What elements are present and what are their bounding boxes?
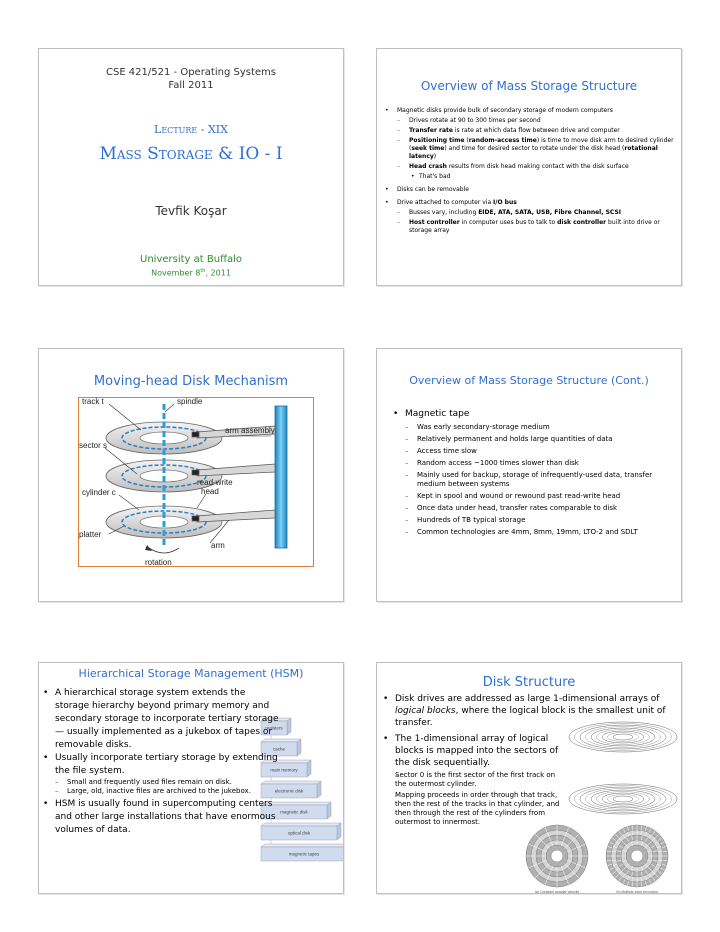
bullet: • Disks can be removable xyxy=(385,186,677,194)
hierarchy-label: electronic disk xyxy=(274,788,304,794)
disk-track-ellipses xyxy=(567,707,679,819)
sub-bullet: – Once data under head, transfer rates comparable to disk xyxy=(393,504,673,513)
date-year: , 2011 xyxy=(205,268,231,278)
slide-hsm xyxy=(38,662,344,894)
sub-bullet: – Hundreds of TB typical storage xyxy=(393,516,673,525)
sub-bullet: – Host controller in computer uses bus to talk to disk controller built into drive or storage array xyxy=(385,219,677,235)
sub-bullet: – Busses vary, including EIDE, ATA, SATA, USB, Fibre Channel, SCSI xyxy=(385,209,677,217)
sub-bullet: – Mainly used for backup, storage of infrequently-used data, transfer medium between systems xyxy=(393,471,673,489)
hierarchy-label: magnetic disk xyxy=(280,809,308,815)
disk-diagram-frame xyxy=(78,397,314,567)
disk-multi-zone xyxy=(606,825,668,887)
sub-bullet: – Sector 0 is the first sector of the first track on the outermost cylinder. xyxy=(383,771,565,789)
sub-bullet: – Positioning time (random-access time) is time to move disk arm to desired cylinder (seek time) and time for desired sector to rotate under the disk head (rotational latency) xyxy=(385,137,677,161)
arm-assembly-post xyxy=(275,406,287,548)
sub-bullet: – Mapping proceeds in order through that track, then the rest of the tracks in that cylinder, and then through the rest of the cylinders from outermost to innermost. xyxy=(383,791,565,827)
sub-bullet: – Large, old, inactive files are archived to the jukebox. xyxy=(43,787,279,796)
author-name: Tevfik Koşar xyxy=(155,204,227,218)
slide-title-text: Moving-head Disk Mechanism xyxy=(93,374,289,389)
label-rotation: rotation xyxy=(145,558,172,566)
disk-mechanism-diagram xyxy=(79,398,313,566)
bullet-list xyxy=(393,409,673,540)
lecture-date xyxy=(39,268,343,278)
bullet: • Usually incorporate tertiary storage by extending the file system. xyxy=(43,752,279,778)
sub-bullet: – Drives rotate at 90 to 300 times per second xyxy=(385,117,677,125)
sub-bullet: – Random access ~1000 times slower than disk xyxy=(393,459,673,468)
hierarchy-label: registers xyxy=(265,725,283,731)
label-rw-head-2: head xyxy=(201,487,219,496)
slide-overview-cont xyxy=(376,348,682,602)
label-rw-head-1: read-write xyxy=(197,478,233,487)
sub-sub-bullet: • That's bad xyxy=(385,173,677,181)
slide-title-text: Disk Structure xyxy=(482,675,576,690)
bullet: • The 1-dimensional array of logical blocks is mapped into the sectors of the disk sequentially. xyxy=(383,733,565,769)
bullet-list xyxy=(43,687,279,837)
bullet: • A hierarchical storage system extends the storage hierarchy beyond primary memory and secondary storage to incorporate tertiary storage — usually implemented as a jukebox of tapes or removable disks. xyxy=(43,687,279,752)
bullet: • Disk drives are addressed as large 1-dimensional arrays of logical blocks, where the logical block is the smallest unit of transfer. xyxy=(383,693,673,729)
university-name: University at Buffalo xyxy=(140,254,242,265)
hierarchy-label: optical disk xyxy=(287,830,311,836)
label-cylinder: cylinder c xyxy=(82,488,116,497)
hierarchy-label: cache xyxy=(272,746,286,752)
slide-title-text: Overview of Mass Storage Structure (Cont.) xyxy=(409,374,649,387)
rotation-arrow-icon xyxy=(149,548,179,553)
sub-bullet: – Relatively permanent and holds large quantities of data xyxy=(393,435,673,444)
disk-recording-diagrams xyxy=(519,823,679,894)
slide-title xyxy=(38,48,344,286)
disk-constant-angular xyxy=(526,825,588,887)
sub-bullet: – Small and frequently used files remain on disk. xyxy=(43,778,279,787)
slide-title-text: Hierarchical Storage Management (HSM) xyxy=(78,667,304,680)
slide-disk-mechanism xyxy=(38,348,344,602)
hierarchy-label: main memory xyxy=(270,767,298,773)
hierarchy-label: magnetic tapes xyxy=(288,851,320,857)
label-arm-assembly: arm assembly xyxy=(225,426,275,435)
slide-disk-structure xyxy=(376,662,682,894)
label-platter: platter xyxy=(79,530,102,539)
caption-mzr: (b) Multiple zone recording xyxy=(616,890,658,894)
bullet-list xyxy=(383,733,565,827)
track-ellipse-group xyxy=(569,722,677,752)
sub-bullet: – Transfer rate is rate at which data flow between drive and computer xyxy=(385,127,677,135)
lecture-title: Mass Storage & IO - I xyxy=(99,144,283,164)
slide-overview xyxy=(376,48,682,286)
course-name: CSE 421/521 - Operating Systems xyxy=(105,67,276,78)
lecture-number: Lecture - XIX xyxy=(154,123,228,136)
label-spindle: spindle xyxy=(177,398,203,406)
sub-bullet: – Head crash results from disk head making contact with the disk surface xyxy=(385,163,677,171)
bullet: • HSM is usually found in supercomputing centers and other large installations that have enormous volumes of data. xyxy=(43,798,279,837)
sub-bullet: – Common technologies are 4mm, 8mm, 19mm, LTO-2 and SDLT xyxy=(393,528,673,537)
hierarchy-level xyxy=(261,844,344,861)
slide-title-text: Overview of Mass Storage Structure xyxy=(420,79,638,93)
course-term: Fall 2011 xyxy=(168,80,214,91)
track-ellipse-group xyxy=(569,784,677,814)
date-sup: th xyxy=(200,268,206,274)
caption-cav: (a) Constant angular velocity xyxy=(534,890,580,894)
bullet: • Magnetic disks provide bulk of secondary storage of modern computers xyxy=(385,107,677,115)
sub-bullet: – Access time slow xyxy=(393,447,673,456)
date-main: November 8 xyxy=(151,268,201,278)
bullet: • Drive attached to computer via I/O bus xyxy=(385,199,677,207)
sub-bullet: – Was early secondary-storage medium xyxy=(393,423,673,432)
label-arm: arm xyxy=(211,541,225,550)
bullet: • Magnetic tape xyxy=(393,409,673,420)
label-sector: sector s xyxy=(79,441,108,450)
bullet-list xyxy=(385,107,677,235)
sub-bullet: – Kept in spool and wound or rewound past read-write head xyxy=(393,492,673,501)
label-track: track t xyxy=(82,398,104,406)
